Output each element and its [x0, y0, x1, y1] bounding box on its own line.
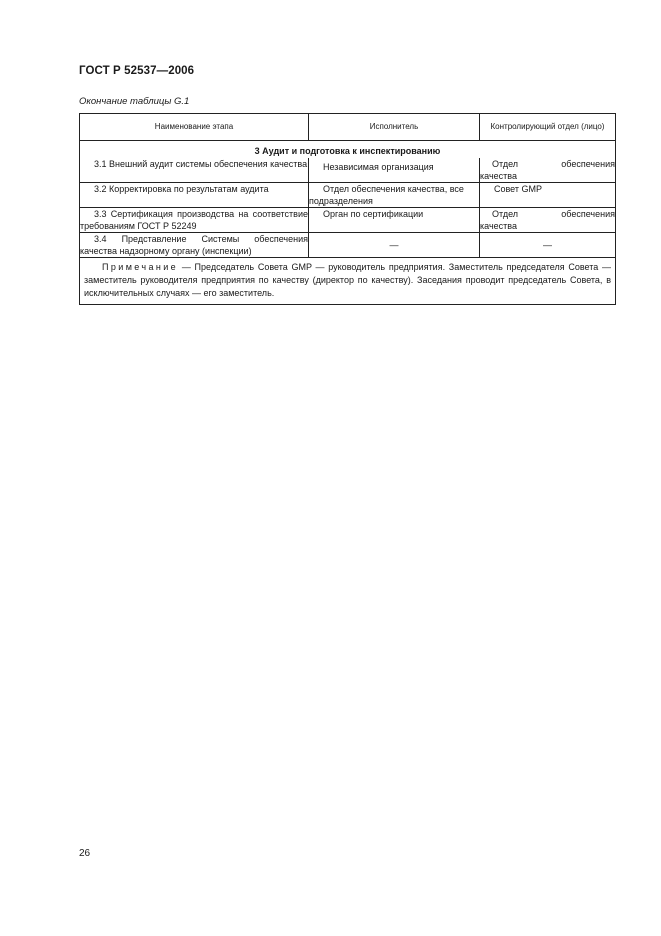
stage-cell — [80, 208, 309, 233]
performer-text: Орган по сертификации — [323, 209, 424, 219]
controller-word-1: Отдел — [492, 209, 519, 219]
controller-text: Совет GMP — [494, 184, 543, 194]
controller-word-2: обеспечения — [561, 209, 615, 219]
table-row — [80, 183, 616, 208]
stage-text: 3.4 Представление Системы обеспечения качества надзорному органу (инспекции) — [80, 234, 308, 256]
controller-dash: — — [543, 240, 552, 250]
controller-line-1 — [480, 158, 615, 170]
table-caption: Окончание таблицы G.1 — [79, 96, 190, 107]
column-header-controller: Контролирующий отдел (лицо) — [480, 114, 616, 141]
stage-text: 3.1 Внешний аудит системы обеспечения качества — [94, 159, 308, 169]
controller-word-1: Отдел — [492, 159, 519, 169]
note-text: — Председатель Совета GMP — руководитель предприятия. Заместитель председателя Совета — заместитель руководителя предприятия по качеству (директор по качеству). Заседания проводит председатель Совета, в исключительных случаях — его заместитель. — [84, 262, 611, 298]
controller-cell — [480, 233, 616, 258]
column-header-performer: Исполнитель — [309, 114, 480, 141]
performer-dash: — — [389, 240, 399, 250]
performer-text: Отдел обеспечения качества, все подразделения — [309, 184, 464, 206]
performer-cell — [309, 158, 480, 183]
note-label: Примечание — [102, 262, 179, 272]
stage-cell — [80, 233, 309, 258]
table-row — [80, 208, 616, 233]
page-number: 26 — [79, 848, 91, 859]
table-row — [80, 233, 616, 258]
table-header-row — [80, 114, 616, 141]
controller-cell — [480, 158, 616, 183]
performer-text: Независимая организация — [323, 162, 434, 172]
controller-cell — [480, 208, 616, 233]
column-header-stage: Наименование этапа — [80, 114, 309, 141]
section-title: 3 Аудит и подготовка к инспектированию — [80, 141, 616, 159]
note-cell — [80, 258, 616, 305]
controller-cell — [480, 183, 616, 208]
controller-line-2: качества — [480, 221, 517, 231]
section-row — [80, 141, 616, 159]
performer-cell — [309, 183, 480, 208]
controller-line-1 — [480, 208, 615, 220]
stages-table — [79, 113, 616, 305]
stage-text: 3.3 Сертификация производства на соответствие требованиям ГОСТ Р 52249 — [80, 209, 308, 231]
performer-cell — [309, 233, 480, 258]
note-row — [80, 258, 616, 305]
stage-cell — [80, 158, 309, 183]
controller-word-2: обеспечения — [561, 159, 615, 169]
document-header: ГОСТ Р 52537—2006 — [79, 65, 195, 77]
table-row — [80, 158, 616, 183]
performer-cell — [309, 208, 480, 233]
controller-line-2: качества — [480, 171, 517, 181]
stage-text: 3.2 Корректировка по результатам аудита — [94, 184, 269, 194]
stage-cell — [80, 183, 309, 208]
